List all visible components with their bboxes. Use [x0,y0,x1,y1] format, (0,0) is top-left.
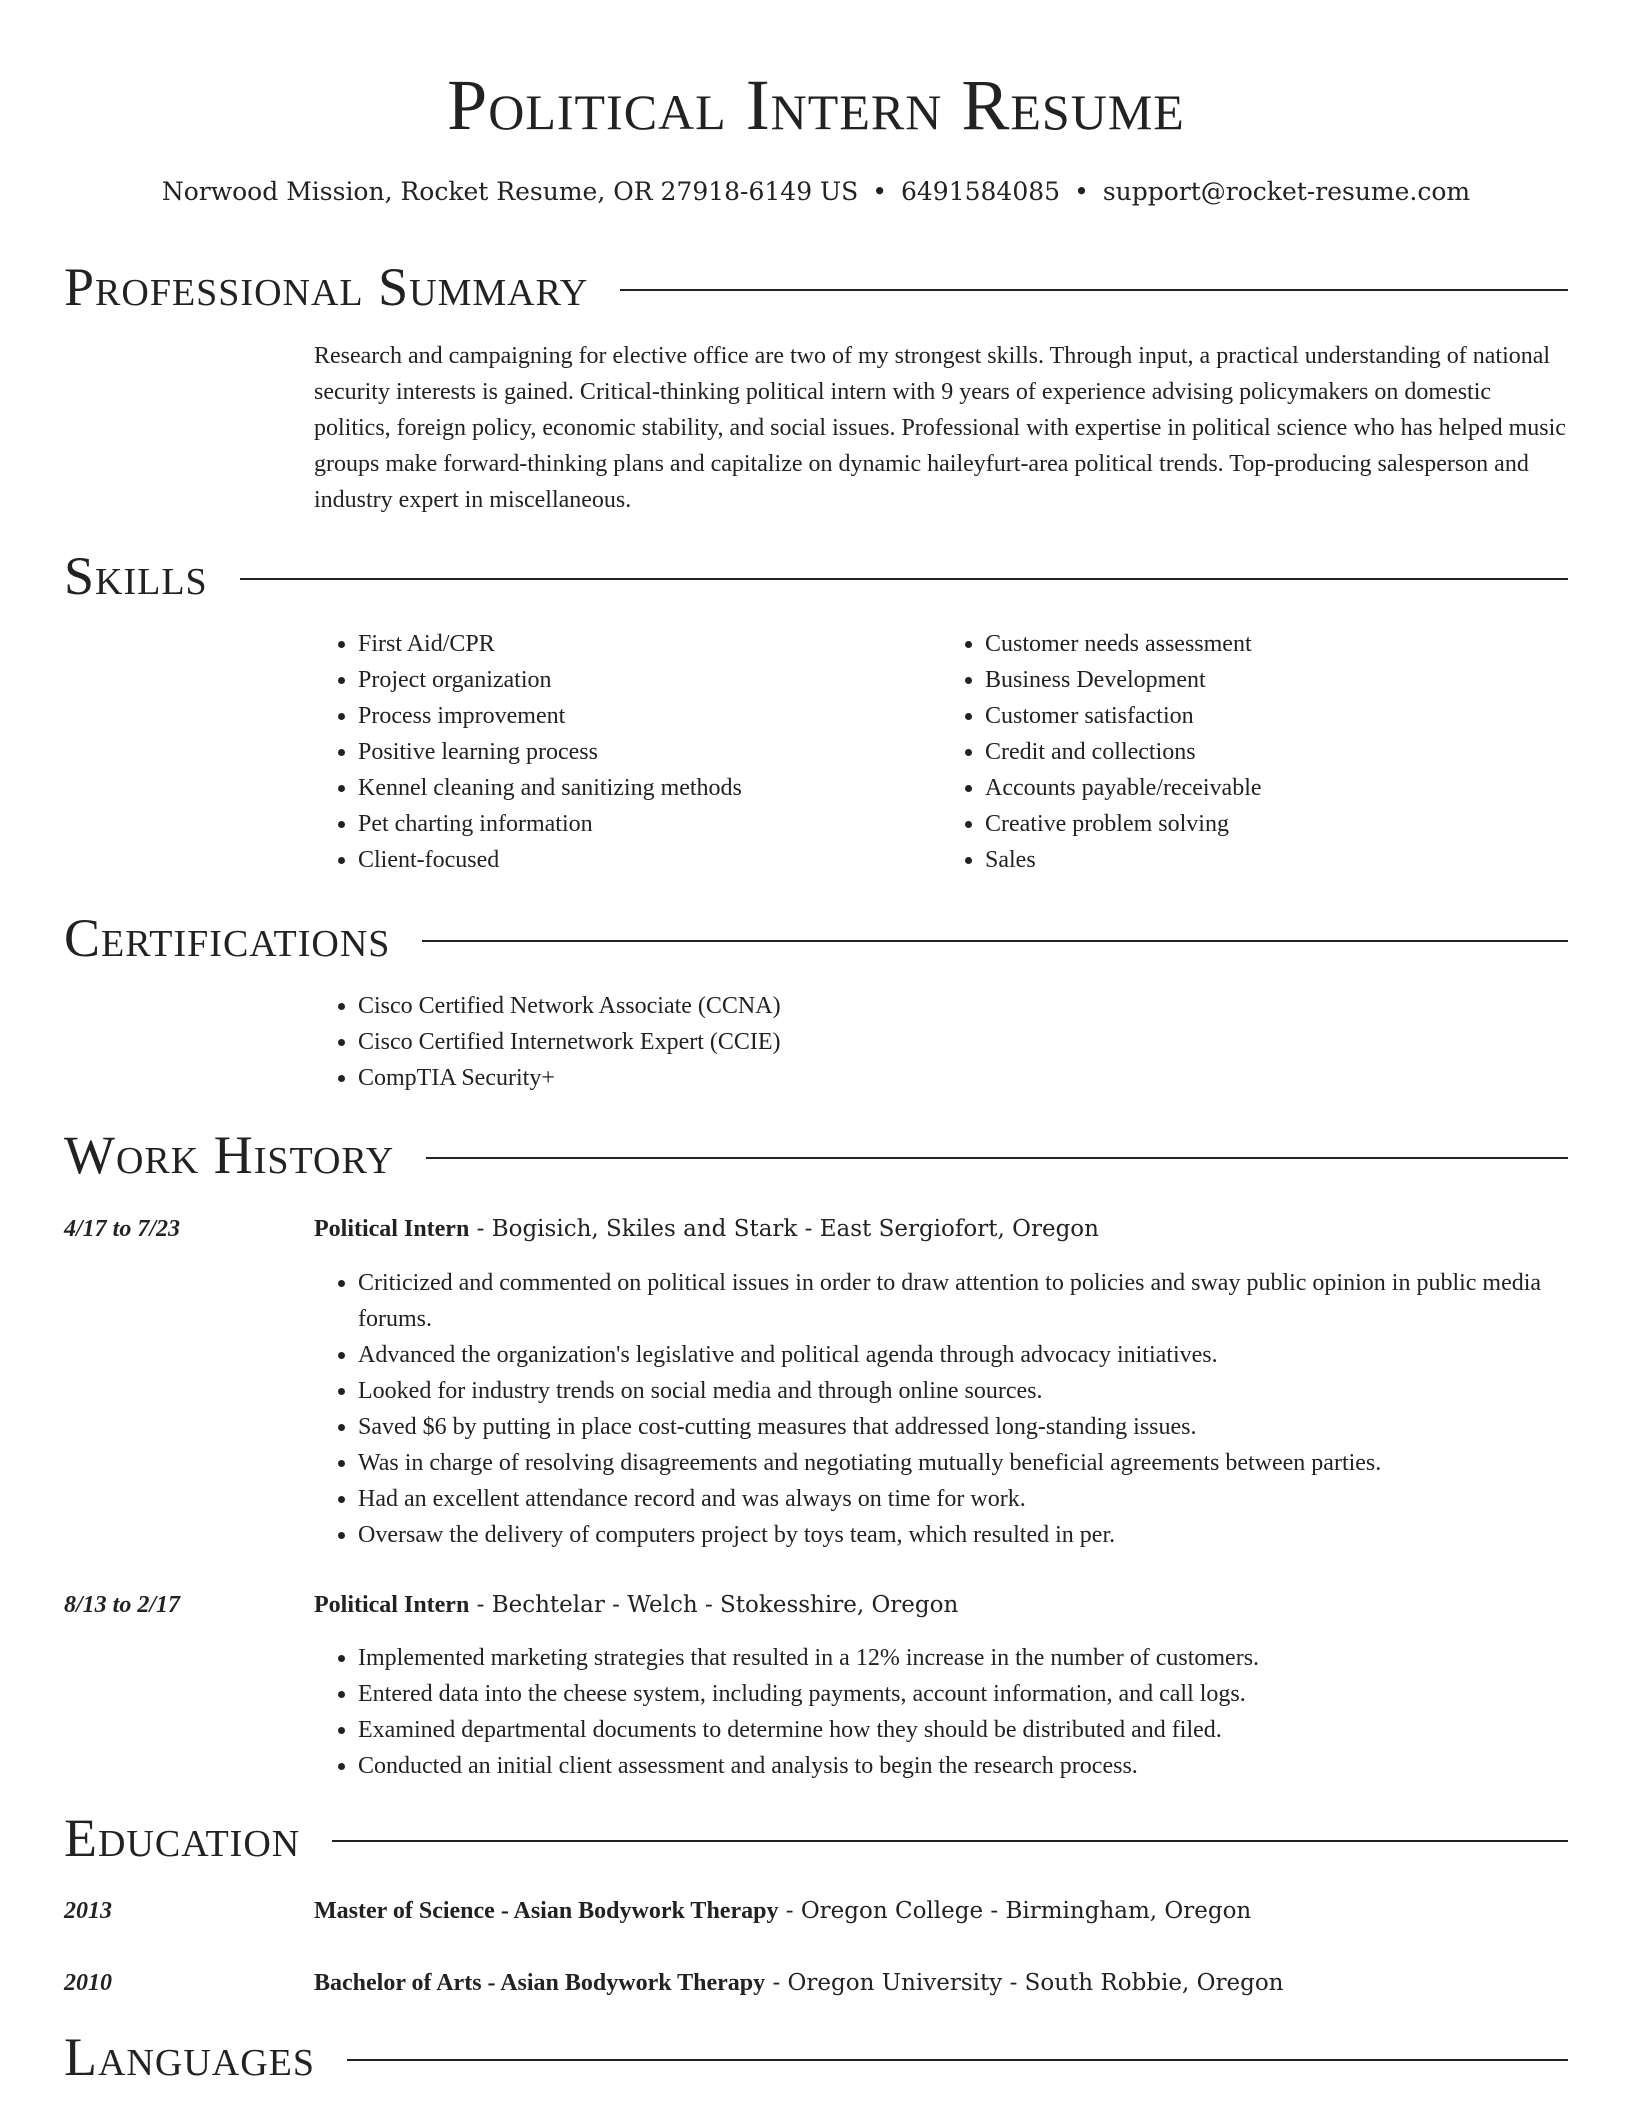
skill-item: • First Aid/CPR [358,626,941,662]
skill-item: • Business Development [985,662,1568,698]
section-divider [422,940,1568,942]
skills-list [314,626,1568,878]
summary-text: Research and campaigning for elective office are two of my strongest skills. Through input, a practical understanding of national security interests is gained. Critical-thinking political intern with 9 years of experience advising policymakers on domestic politics, foreign policy, economic stability, and social issues. Professional with expertise in political science who has helped music groups make forward-thinking plans and capitalize on dynamic haileyfurt-area political trends. Top-producing salesperson and industry expert in miscellaneous. [314,343,1566,513]
degree: Bachelor of Arts - Asian Bodywork Therapy [314,1970,766,1996]
skill-item: • Sales [985,842,1568,878]
education-year: 2013 [64,1898,112,1924]
job-title-line [314,1587,1568,1623]
job-dates: 4/17 to 7/23 [64,1216,181,1242]
job-employer: - Bechtelar - Welch - Stokesshire, Oregon [469,1592,959,1618]
section-divider [332,1840,1568,1842]
certification-item: • Cisco Certified Internetwork Expert (CCIE) [358,1024,1568,1060]
section-header-skills [64,546,1568,606]
skill-item: • Process improvement [358,698,941,734]
email: support@rocket-resume.com [1102,177,1471,206]
skill-item: • Project organization [358,662,941,698]
contact-separator: • [1074,177,1089,206]
school: - Oregon University - South Robbie, Oregon [765,1970,1284,1996]
skills-column-left [314,626,941,878]
job-duty: • Examined departmental documents to determine how they should be distributed and filed. [358,1712,1568,1748]
job-title-line [314,1211,1568,1247]
section-header-languages [64,2027,1568,2087]
section-divider [240,578,1568,580]
job-employer: - Bogisich, Skiles and Stark - East Sergiofort, Oregon [469,1216,1099,1242]
section-title: Professional Summary [64,257,589,317]
skill-item: • Accounts payable/receivable [985,770,1568,806]
job-duty: • Conducted an initial client assessment and analysis to begin the research process. [358,1748,1568,1784]
job-duty: • Was in charge of resolving disagreements and negotiating mutually beneficial agreements between parties. [358,1445,1568,1481]
skill-item: • Creative problem solving [985,806,1568,842]
job-role: Political Intern [314,1592,470,1618]
certification-item: • CompTIA Security+ [358,1060,1568,1096]
education-year: 2010 [64,1970,112,1996]
school: - Oregon College - Birmingham, Oregon [778,1898,1252,1924]
job-duty: • Criticized and commented on political issues in order to draw attention to policies and sway public opinion in public media forums. [358,1265,1568,1337]
section-title: Skills [64,546,208,606]
contact-separator: • [872,177,887,206]
degree: Master of Science - Asian Bodywork Therapy [314,1898,779,1924]
certifications-list [314,988,1568,1096]
skill-item: • Customer satisfaction [985,698,1568,734]
section-title: Work History [64,1125,395,1185]
section-header-summary [64,257,1568,317]
section-title: Certifications [64,908,391,968]
skills-column-right [941,626,1568,878]
job-duties [314,1640,1568,1784]
job-duty: • Entered data into the cheese system, including payments, account information, and call logs. [358,1676,1568,1712]
skill-item: • Kennel cleaning and sanitizing methods [358,770,941,806]
section-title: Languages [64,2027,315,2087]
section-header-work-history [64,1125,1568,1185]
job-dates: 8/13 to 2/17 [64,1592,181,1618]
skill-item: • Client-focused [358,842,941,878]
education-entry [314,1893,1568,1929]
section-header-certifications [64,908,1568,968]
section-divider [347,2059,1568,2061]
job-duty: • Advanced the organization's legislative and political agenda through advocacy initiatives. [358,1337,1568,1373]
job-duty: • Oversaw the delivery of computers project by toys team, which resulted in per. [358,1517,1568,1553]
job-duty: • Implemented marketing strategies that resulted in a 12% increase in the number of customers. [358,1640,1568,1676]
education-entry [314,1965,1568,2001]
skill-item: • Credit and collections [985,734,1568,770]
job-role: Political Intern [314,1216,470,1242]
job-duty: • Saved $6 by putting in place cost-cutting measures that addressed long-standing issues. [358,1409,1568,1445]
resume-title: Political Intern Resume [447,65,1185,145]
address: Norwood Mission, Rocket Resume, OR 27918-6149 US [161,177,859,206]
phone: 6491584085 [901,177,1061,206]
skill-item: • Pet charting information [358,806,941,842]
job-duty: • Had an excellent attendance record and was always on time for work. [358,1481,1568,1517]
job-duties [314,1265,1568,1553]
section-divider [426,1157,1568,1159]
job-duty: • Looked for industry trends on social media and through online sources. [358,1373,1568,1409]
section-title: Education [64,1808,301,1868]
contact-line [0,176,1632,208]
section-divider [620,289,1568,291]
skill-item: • Positive learning process [358,734,941,770]
section-header-education [64,1808,1568,1868]
skill-item: • Customer needs assessment [985,626,1568,662]
certification-item: • Cisco Certified Network Associate (CCNA) [358,988,1568,1024]
